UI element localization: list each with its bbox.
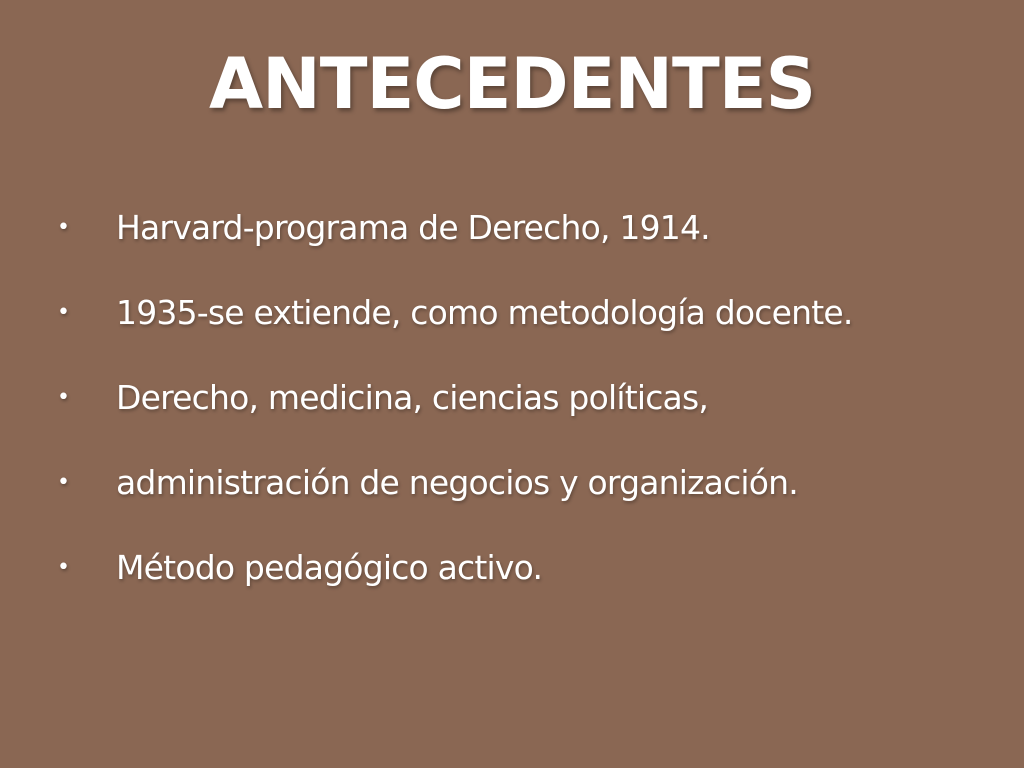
- bullet-dot-icon: •: [57, 215, 70, 240]
- bullet-text: Derecho, medicina, ciencias políticas,: [116, 378, 709, 417]
- list-item: [0, 285, 1024, 370]
- bullet-text: 1935-se extiende, como metodología docente.: [116, 293, 853, 332]
- list-item: [0, 200, 1024, 285]
- bullet-dot-icon: •: [57, 300, 70, 325]
- bullet-text: Método pedagógico activo.: [116, 548, 543, 587]
- bullet-text: Harvard-programa de Derecho, 1914.: [116, 208, 710, 247]
- slide-title: ANTECEDENTES: [208, 43, 815, 125]
- bullet-text: administración de negocios y organización.: [116, 463, 798, 502]
- bullet-dot-icon: •: [57, 555, 70, 580]
- bullet-list: [0, 200, 1024, 625]
- bullet-dot-icon: •: [57, 470, 70, 495]
- bullet-dot-icon: •: [57, 385, 70, 410]
- list-item: [0, 370, 1024, 455]
- list-item: [0, 540, 1024, 625]
- list-item: [0, 455, 1024, 540]
